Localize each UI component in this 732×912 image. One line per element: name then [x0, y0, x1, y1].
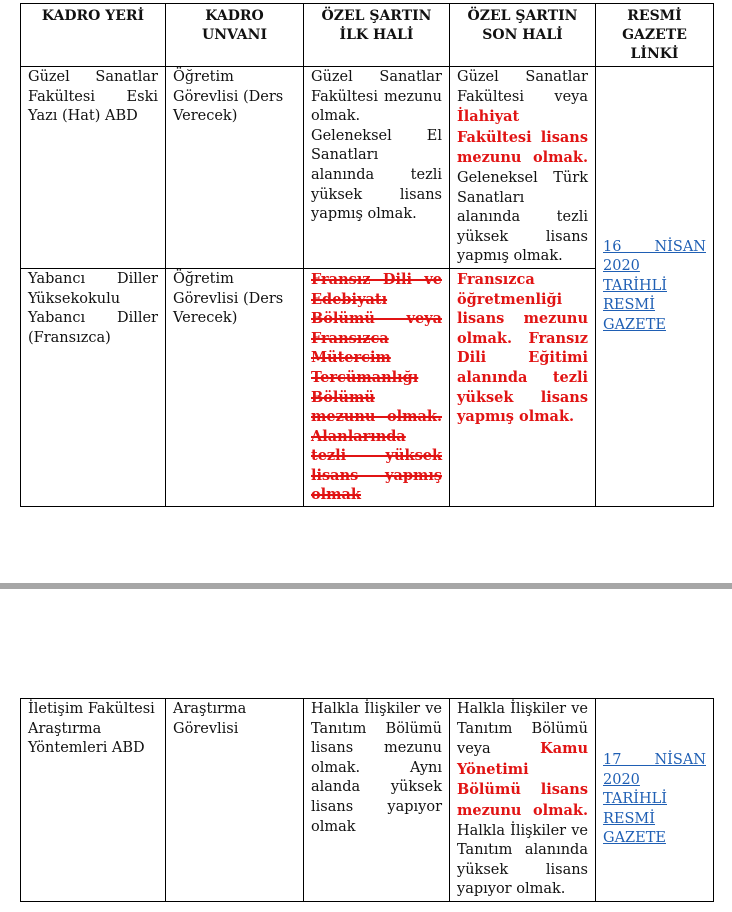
header-kadro-yeri: KADRO YERİ — [21, 4, 166, 67]
son-hali-text: Geleneksel Türk Sanatları alanında tezli yüksek lisans yapmış olmak. — [457, 169, 588, 265]
header-row — [21, 4, 714, 67]
resmi-gazete-link[interactable]: 17 NİSAN 2020 TARİHLİ RESMİ GAZETE — [603, 751, 706, 847]
header-kadro-unvani: KADRO UNVANI — [166, 4, 304, 67]
son-hali-change: İlahiyat Fakültesi lisans mezunu olmak. — [457, 108, 588, 167]
son-hali-cell — [450, 699, 596, 902]
kadro-yeri-cell: Güzel Sanatlar Fakültesi Eski Yazı (Hat) ABD — [21, 67, 166, 269]
ilk-hali-cell: Halkla İlişkiler ve Tanıtım Bölümü lisans mezunu olmak. Aynı alanda yüksek lisans yapıyor olmak — [304, 699, 450, 902]
son-hali-cell: Fransızca öğretmenliği lisans mezunu olmak. Fransız Dili Eğitimi alanında tezli yüksek lisans yapmış olmak. — [450, 268, 596, 506]
kadro-unvani-cell: Öğretim Görevlisi (Ders Verecek) — [166, 268, 304, 506]
gazete-link-cell — [596, 699, 714, 902]
kadro-table-2 — [20, 698, 714, 902]
kadro-yeri-cell: İletişim Fakültesi Araştırma Yöntemleri ABD — [21, 699, 166, 902]
kadro-unvani-cell: Araştırma Görevlisi — [166, 699, 304, 902]
kadro-table-1 — [20, 3, 714, 507]
table-row — [21, 699, 714, 902]
kadro-unvani-cell: Öğretim Görevlisi (Ders Verecek) — [166, 67, 304, 269]
ilk-hali-cell-struck: Fransız Dili ve Edebiyatı Bölümü veya Fransızca Mütercim Tercümanlığı Bölümü mezunu olmak. Alanlarında tezli yüksek lisans yapmış olmak — [304, 268, 450, 506]
header-ilk-hali: ÖZEL ŞARTIN İLK HALİ — [304, 4, 450, 67]
ilk-hali-cell: Güzel Sanatlar Fakültesi mezunu olmak. Geleneksel El Sanatları alanında tezli yüksek lisans yapmış olmak. — [304, 67, 450, 269]
son-hali-text: Güzel Sanatlar Fakültesi veya — [457, 69, 588, 105]
page-divider — [0, 583, 732, 589]
son-hali-cell — [450, 67, 596, 269]
son-hali-text: Halkla İlişkiler ve Tanıtım Bölümü veya — [457, 701, 588, 758]
son-hali-change: Kamu Yönetimi Bölümü lisans mezunu olmak. — [457, 740, 588, 819]
header-son-hali: ÖZEL ŞARTIN SON HALİ — [450, 4, 596, 67]
gazete-link-cell — [596, 67, 714, 507]
header-gazete-linki: RESMİ GAZETE LİNKİ — [596, 4, 714, 67]
table-row — [21, 67, 714, 269]
kadro-yeri-cell: Yabancı Diller Yüksekokulu Yabancı Diller (Fransızca) — [21, 268, 166, 506]
resmi-gazete-link[interactable]: 16 NİSAN 2020 TARİHLİ RESMİ GAZETE — [603, 238, 706, 333]
son-hali-text: Halkla İlişkiler ve Tanıtım alanında yüksek lisans yapıyor olmak. — [457, 822, 588, 898]
